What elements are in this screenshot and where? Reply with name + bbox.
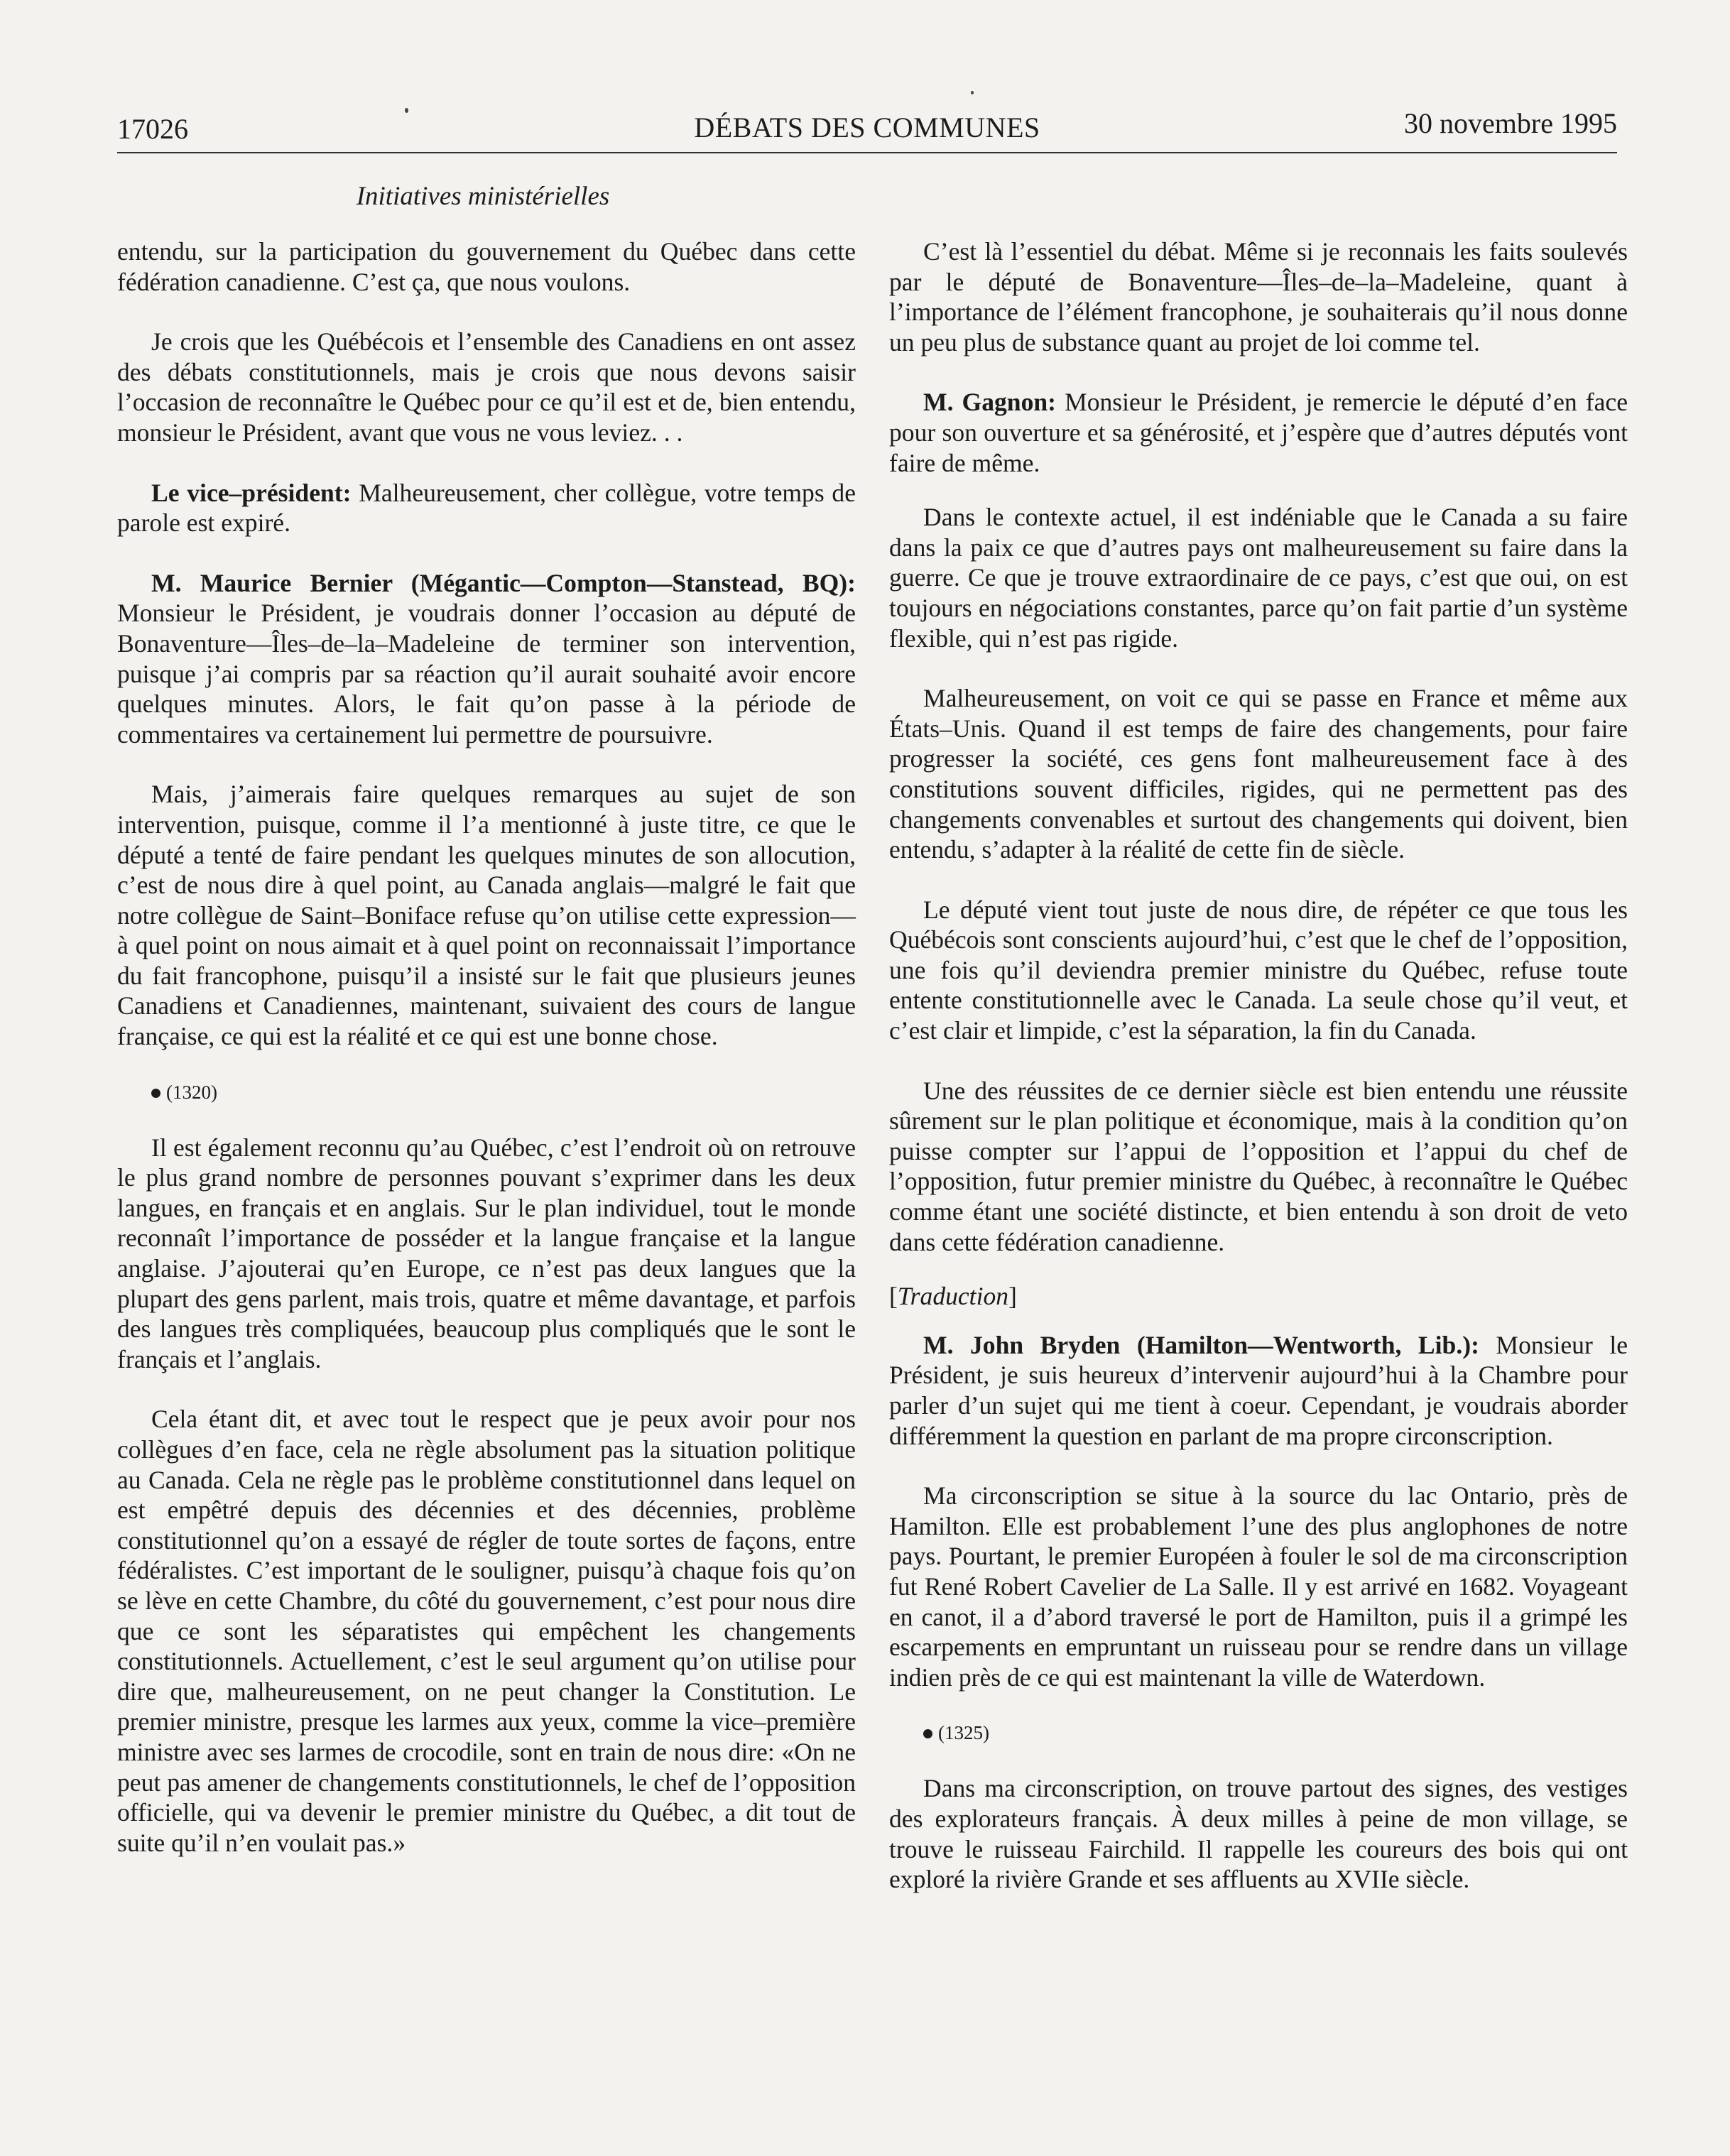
paragraph: Malheureusement, on voit ce qui se passe en France et même aux États–Unis. Quand il est temps de faire des changements, pour faire progresser la société, ces gens font malheureusement face à des constitutions souvent difficiles, rigides, qui ne permettent pas des changements convenables et surtout des changements qui doivent, bien entendu, s’adapter à la réalité de cette fin de siècle. [889, 684, 1628, 864]
translation-marker [889, 1281, 1628, 1312]
paragraph: Je crois que les Québécois et l’ensemble des Canadiens en ont assez des débats constitutionnels, mais je crois que nous devons saisir l’occasion de reconnaître le Québec pour ce qu’il est et de, bien entendu, monsieur le Président, avant que vous ne vous leviez. . . [117, 327, 856, 447]
scan-speck [971, 91, 974, 94]
speech-text: Monsieur le Président, je remercie le député d’en face pour son ouverture et sa générosité, et j’espère que d’autres députés vont faire de même. [889, 388, 1628, 477]
left-column [117, 236, 856, 1888]
paragraph: Cela étant dit, et avec tout le respect que je peux avoir pour nos collègues d’en face, cela ne règle absolument pas la situation politique au Canada. Cela ne règle pas le problème constitutionnel dans lequel on est empêtré depuis des décennies et des décennies, problème constitutionnel qu’on a essayé de régler de toute sortes de façons, entre fédéralistes. C’est important de le souligner, puisqu’à chaque fois qu’on se lève en cette Chambre, du côté du gouvernement, c’est pour nous dire que ce sont les séparatistes qui empêchent les changements constitutionnels. Actuellement, c’est le seul argument qu’on utilise pour dire que, malheureusement, on ne peut changer la Constitution. Le premier ministre, presque les larmes aux yeux, comme la vice–première ministre avec ses larmes de crocodile, sont en train de nous dire: «On ne peut pas amener de changements constitutionnels, le chef de l’opposition officielle, qui va devenir le premier ministre du Québec, a dit tout de suite qu’il n’en voulait pas.» [117, 1405, 856, 1857]
timestamp-text: (1320) [166, 1081, 217, 1103]
paragraph: entendu, sur la participation du gouvernement du Québec dans cette fédération canadienne. C’est ça, que nous voulons. [117, 237, 856, 296]
header-rule [117, 152, 1617, 153]
speech-paragraph [889, 1330, 1628, 1451]
speech-paragraph [889, 387, 1628, 478]
speech-text: Monsieur le Président, je suis heureux d’intervenir aujourd’hui à la Chambre pour parler d’un sujet qui me tient à coeur. Cependant, je voudrais aborder différemment la question en parlant de ma propre circonscription. [889, 1330, 1628, 1450]
paragraph: Dans ma circonscription, on trouve partout des signes, des vestiges des explorateurs français. À deux milles à peine de mon village, se trouve le ruisseau Fairchild. Il rappelle les coureurs des bois qui ont exploré la rivière Grande et ses affluents au XVIIe siècle. [889, 1774, 1628, 1894]
bullet-icon [151, 1089, 161, 1098]
translation-label: Traduction [897, 1282, 1009, 1311]
paragraph: Ma circonscription se situe à la source du lac Ontario, près de Hamilton. Elle est probablement l’une des plus anglophones de notre pays. Pourtant, le premier Européen à fouler le sol de ma circonscription fut René Robert Cavelier de La Salle. Il y est arrivé en 1682. Voyageant en canot, il a d’abord traversé le port de Hamilton, puis il a grimpé les escarpements en empruntant un ruisseau pour se rendre dans un village indien près de ce qui est maintenant la ville de Waterdown. [889, 1481, 1628, 1692]
page-header [117, 107, 1617, 158]
speaker-name: M. Maurice Bernier (Mégantic—Compton—Stanstead, BQ): [151, 568, 856, 597]
speech-paragraph [117, 568, 856, 750]
timestamp [117, 1082, 856, 1103]
speaker-name: M. John Bryden (Hamilton—Wentworth, Lib.): [923, 1330, 1479, 1359]
paragraph: Mais, j’aimerais faire quelques remarques au sujet de son intervention, puisque, comme il l’a mentionné à juste titre, ce que le député a tenté de faire pendant les quelques minutes de son allocution, c’est de nous dire à quel point, au Canada anglais—malgré le fait que notre collègue de Saint–Boniface refuse qu’on utilise cette expression—à quel point on nous aimait et à quel point on reconnaissait l’importance du fait francophone, puisqu’il a insisté sur le fait que plusieurs jeunes Canadiens et Canadiennes, maintenant, suivaient des cours de langue française, ce qui est la réalité et ce qui est une bonne chose. [117, 780, 856, 1051]
paragraph: Le député vient tout juste de nous dire, de répéter ce que tous les Québécois sont conscients aujourd’hui, c’est que le chef de l’opposition, une fois qu’il deviendra premier ministre du Québec, refuse toute entente constitutionnelle avec le Canada. La seule chose qu’il veut, et c’est clair et limpide, c’est la séparation, la fin du Canada. [889, 895, 1628, 1045]
publication-title: DÉBATS DES COMMUNES [694, 111, 1040, 143]
speech-paragraph [117, 478, 856, 538]
paragraph: C’est là l’essentiel du débat. Même si je reconnais les faits soulevés par le député de Bonaventure—Îles–de–la–Madeleine, quant à l’importance de l’élément francophone, je souhaiterais qu’il nous donne un peu plus de substance quant au projet de loi comme tel. [889, 237, 1628, 356]
bullet-icon [923, 1729, 932, 1738]
page-number: 17026 [117, 113, 188, 145]
speech-text: Malheureusement, cher collègue, votre temps de parole est expiré. [117, 478, 856, 538]
paragraph: Dans le contexte actuel, il est indéniable que le Canada a su faire dans la paix ce que d’autres pays ont malheureusement su faire dans la guerre. Ce que je trouve extraordinaire de ce pays, c’est que oui, on est toujours en négociations constantes, parce qu’on fait partie d’un système flexible, qui n’est pas rigide. [889, 503, 1628, 653]
speech-text: Monsieur le Président, je voudrais donner l’occasion au député de Bonaventure—Îles–de–la–Madeleine de terminer son intervention, puisque j’ai compris par sa réaction qu’il aurait souhaité avoir encore quelques minutes. Alors, le fait qu’on passe à la période de commentaires va certainement lui permettre de poursuivre. [117, 599, 856, 748]
bracket-close: ] [1008, 1282, 1017, 1311]
page-date: 30 novembre 1995 [1404, 107, 1617, 139]
paragraph: Une des réussites de ce dernier siècle est bien entendu une réussite sûrement sur le plan politique et économique, mais à la condition qu’on puisse compter sur l’appui de l’opposition et l’appui du chef de l’opposition, futur premier ministre du Québec, à reconnaître le Québec comme étant une société distincte, et bien entendu à son droit de veto dans cette fédération canadienne. [889, 1076, 1628, 1256]
right-column [889, 236, 1628, 1924]
timestamp-text: (1325) [938, 1722, 989, 1744]
speaker-name: M. Gagnon: [923, 388, 1057, 417]
paragraph: Il est également reconnu qu’au Québec, c’est l’endroit où on retrouve le plus grand nombre de personnes pouvant s’exprimer dans les deux langues, en français et en anglais. Sur le plan individuel, tout le monde reconnaît l’importance de posséder et la langue française et la langue anglaise. J’ajouterai qu’en Europe, ce n’est pas deux langues que la plupart des gens parlent, mais trois, quatre et même davantage, et parfois des langues très compliquées, beaucoup plus compliqués que le sont le français et l’anglais. [117, 1133, 856, 1373]
bracket-open: [ [889, 1282, 898, 1311]
speaker-name: Le vice–président: [151, 478, 352, 507]
section-label: Initiatives ministérielles [356, 182, 610, 211]
timestamp [889, 1722, 1628, 1743]
scan-speck [405, 108, 408, 113]
